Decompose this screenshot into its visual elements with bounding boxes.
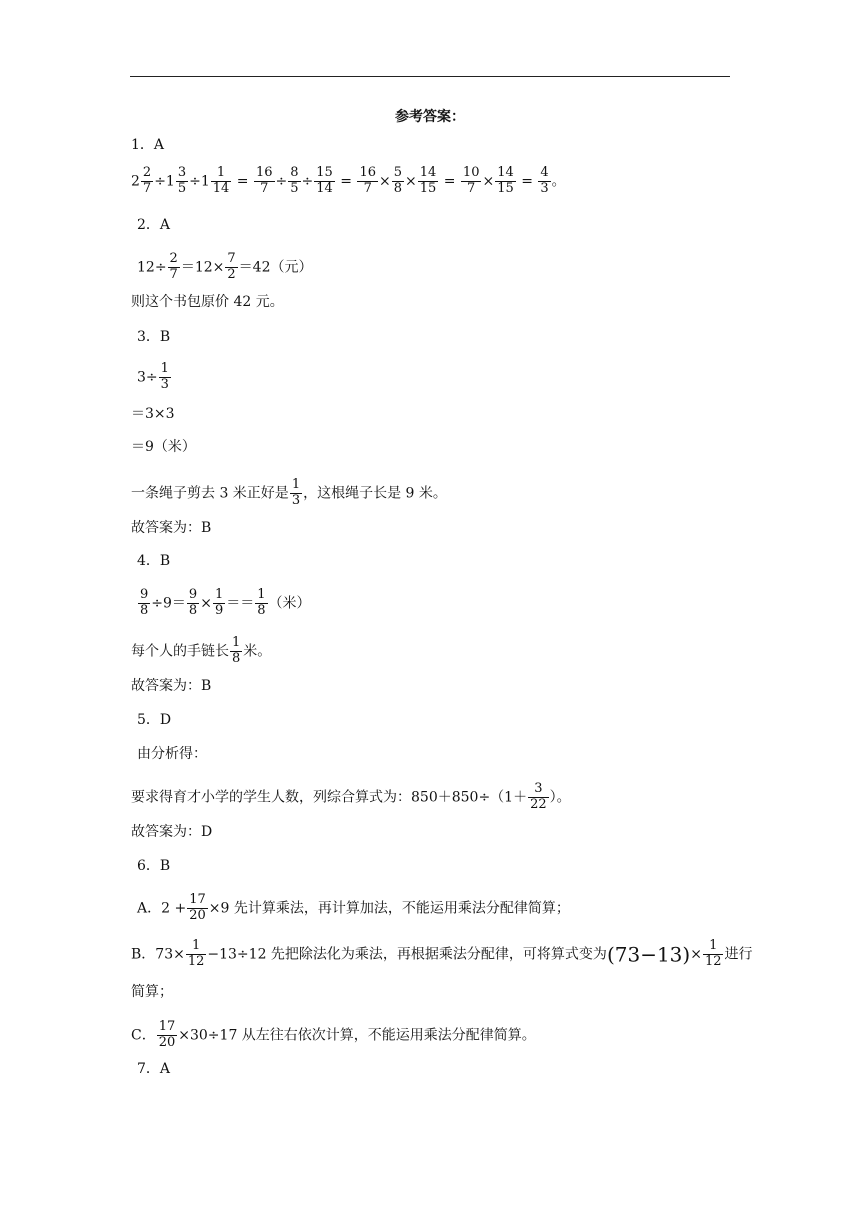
fraction: $\frac{1}{12}$ — [187, 938, 205, 969]
text-line: 每个人的手链长 $\frac{1}{8}$ 米。 — [131, 635, 272, 666]
fraction: $\frac{2}{7}$ — [169, 251, 178, 282]
fraction: $\frac{1}{8}$ — [232, 635, 241, 666]
fraction: $\frac{8}{5}$ — [290, 165, 299, 196]
text-line: A．2 + $\frac{17}{20}$ ×9 先计算乘法，再计算加法，不能运用乘法分配律简算； — [137, 892, 570, 923]
text-line: 一条绳子剪去 3 米正好是 $\frac{1}{3}$ ，这根绳子长是 9 米。 — [131, 477, 447, 508]
fraction: $\frac{1}{14}$ — [212, 165, 230, 196]
header-rule — [130, 76, 730, 77]
fraction: $\frac{1}{8}$ — [257, 587, 266, 618]
fraction: $\frac{1}{3}$ — [160, 361, 169, 392]
fraction: $\frac{14}{15}$ — [497, 165, 514, 196]
answer-label: 7．A — [137, 1061, 171, 1077]
fraction: $\frac{4}{3}$ — [540, 165, 549, 196]
fraction: $\frac{17}{20}$ — [189, 892, 206, 923]
fraction: $\frac{2}{7}$ — [142, 165, 152, 196]
fraction: $\frac{3}{22}$ — [530, 781, 547, 812]
text-line: 简算； — [131, 984, 173, 1000]
equation-line: ＝3×3 — [131, 406, 175, 422]
answer-label: 6．B — [137, 858, 171, 874]
fraction: $\frac{17}{20}$ — [158, 1019, 176, 1050]
fraction: $\frac{16}{7}$ — [359, 165, 376, 196]
answer-text: 故答案为：D — [131, 824, 213, 840]
text-line: 要求得育才小学的学生人数，列综合算式为：850＋850÷（1＋ $\frac{3}{22}$ ）。 — [131, 781, 571, 812]
answer-text: 故答案为：B — [131, 520, 212, 536]
fraction: $\frac{9}{8}$ — [140, 587, 149, 618]
text-line: B．73× $\frac{1}{12}$ −13÷12 先把除法化为乘法，再根据乘法分配律，可将算式变为(73−13)× $\frac{1}{12}$ 进行 — [131, 938, 753, 969]
page-title: 参考答案： — [395, 109, 465, 125]
fraction: $\frac{1}{9}$ — [214, 587, 224, 618]
equation-line: $\frac{9}{8}$ ÷9＝ $\frac{9}{8}$ × $\frac{1}{9}$ ＝＝ $\frac{1}{8}$ （米） — [140, 587, 311, 618]
fraction: $\frac{10}{7}$ — [462, 165, 480, 196]
fraction: $\frac{1}{3}$ — [291, 477, 301, 508]
answer-label: 1．A — [131, 137, 165, 153]
fraction: $\frac{16}{7}$ — [255, 165, 273, 196]
text-line: 则这个书包原价 42 元。 — [131, 294, 284, 310]
text-line: 由分析得： — [137, 746, 207, 762]
fraction: $\frac{5}{8}$ — [393, 165, 402, 196]
answer-text: 故答案为：B — [131, 678, 212, 694]
answer-label: 3．B — [137, 329, 171, 345]
answer-label: 2．A — [137, 217, 171, 233]
fraction: $\frac{1}{12}$ — [704, 938, 722, 969]
fraction: $\frac{9}{8}$ — [188, 587, 198, 618]
equation-line: 12÷ $\frac{2}{7}$ ＝12× $\frac{7}{2}$ ＝42（元） — [137, 251, 313, 282]
equation-line: ＝9（米） — [131, 439, 196, 455]
fraction: $\frac{7}{2}$ — [227, 251, 236, 282]
text-line: C． $\frac{17}{20}$ ×30÷17 从左往右依次计算，不能运用乘法分配律简算。 — [131, 1019, 536, 1050]
answer-label: 4．B — [137, 553, 171, 569]
equation-line: 3÷ $\frac{1}{3}$ — [137, 361, 169, 392]
fraction: $\frac{14}{15}$ — [419, 165, 437, 196]
fraction: $\frac{3}{5}$ — [177, 165, 187, 196]
answer-label: 5．D — [137, 712, 172, 728]
fraction: $\frac{15}{14}$ — [316, 165, 333, 196]
equation-line: 2 $\frac{2}{7}$ ÷1 $\frac{3}{5}$ ÷1 $\frac{1}{14}$ = $\frac{16}{7}$ ÷ $\frac{8}{5}$ ÷ $\frac{15}{14}$ = $\frac{16}{7}$ × $\frac{5}{8}$ × $\frac{14}{15}$ = $\frac{10}{7}$ × $\frac{14}{15}$ = $\frac{4}{3}$ 。 — [131, 165, 566, 196]
